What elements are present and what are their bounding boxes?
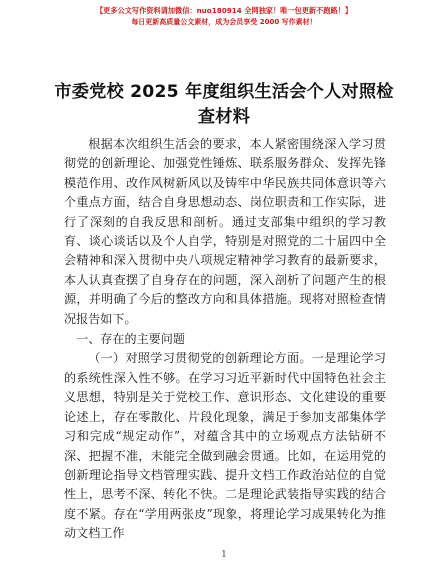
section-paragraph: （一）对照学习贯彻党的创新理论方面。一是理论学习的系统性深入性不够。在学习习近平新时代中国特色社会主义思想，特别是关于党校工作、意识形态、文化建设的重要论述上，存在零散化、片段化现象，满足于参加支部集体学习和完成“规定动作”，对蕴含其中的立场观点方法钻研不深、把握不准，未能完全做到融会贯通。比如，在运用党的创新理论指导文档管理实践、提升文档工作政治站位的自觉性上，思考不深、转化不快。二是理论武装指导实践的结合度不紧。存在“学用两张皮”现象，将理论学习成果转化为推动文档工作 [64, 351, 386, 541]
section-heading: 一、存在的主要问题 [76, 332, 185, 347]
intro-paragraph: 根据本次组织生活会的要求，本人紧密围绕深入学习贯彻党的创新理论、加强党性锤炼、联系服务群众、发挥先锋模范作用、改作风树新风以及铸牢中华民族共同体意识等六个重点方面，结合自身思想动态、岗位职责和工作实际，进行了深刻的自我反思和剖析。通过支部集中组织的学习教育、谈心谈话以及个人自学，特别是对照党的二十届四中全会精神和深入贯彻中央八项规定精神学习教育的最新要求，本人认真查摆了自身存在的问题，深入剖析了问题产生的根源，并明确了今后的整改方向和具体措施。现将对照检查情况报告如下。 [64, 137, 386, 326]
promo-banner-line-2: 每日更新高质量公文素材，成为会员享受 2000 写作素材！ [131, 18, 317, 26]
promo-banner [0, 5, 448, 28]
document-body [64, 135, 386, 544]
document-title: 市委党校 2025 年度组织生活会个人对照检查材料 [54, 82, 394, 127]
promo-banner-line-1: 【更多公文写作资料请加微信：nuo180914 全网独家！唯一包更新不跑路！】 [95, 6, 353, 15]
page-number: 1 [221, 550, 227, 560]
